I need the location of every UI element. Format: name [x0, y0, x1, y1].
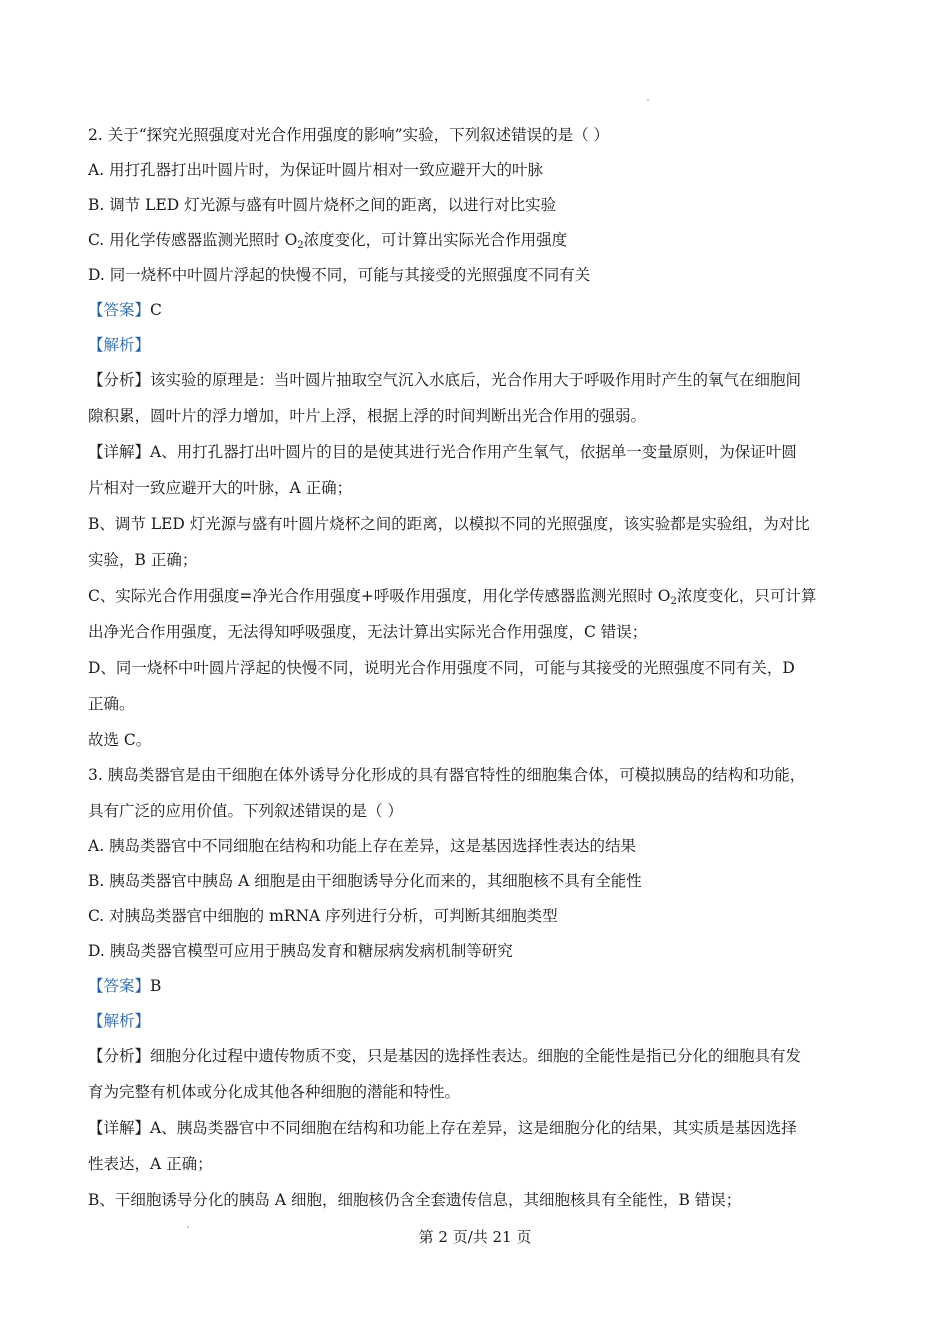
- xiangjie-tag: 【详解】: [88, 1119, 151, 1137]
- fenxi-tag: 【分析】: [88, 1047, 151, 1065]
- subscript-2: 2: [297, 240, 304, 251]
- xiangjie-c-text: C、实际光合作用强度=净光合作用强度+呼吸作用强度，用化学传感器监测光照时 O: [88, 587, 671, 605]
- q2-option-d: D. 同一烧杯中叶圆片浮起的快慢不同，可能与其接受的光照强度不同有关: [88, 266, 591, 284]
- answer-tag: 【答案】: [88, 301, 151, 319]
- q2-xiangjie-c-line-1: [88, 579, 868, 615]
- fenxi-text: 细胞分化过程中遗传物质不变，只是基因的选择性表达。细胞的全能性是指已分化的细胞具有发: [150, 1047, 802, 1065]
- q3-analysis-heading: [88, 1004, 868, 1039]
- answer-value: C: [150, 301, 162, 319]
- q2-stem: 2. 关于“探究光照强度对光合作用强度的影响”实验，下列叙述错误的是（ ）: [88, 126, 609, 144]
- q2-option-b: B. 调节 LED 灯光源与盛有叶圆片烧杯之间的距离，以进行对比实验: [88, 196, 557, 214]
- q2-answer: [88, 293, 868, 328]
- q2-xiangjie-b-line-1: B、调节 LED 灯光源与盛有叶圆片烧杯之间的距离，以模拟不同的光照强度，该实验都是实验组，为对比: [88, 515, 810, 533]
- q2-conclusion: 故选 C。: [88, 731, 152, 749]
- xiangjie-c-text-rest: 浓度变化，只可计算: [676, 587, 817, 605]
- q2-option-c-text: C. 用化学传感器监测光照时 O: [88, 231, 298, 249]
- q3-stem-line-2: 具有广泛的应用价值。下列叙述错误的是（ ）: [88, 802, 403, 820]
- answer-tag: 【答案】: [88, 977, 151, 995]
- scan-dot: [647, 99, 649, 101]
- q3-option-a: A. 胰岛类器官中不同细胞在结构和功能上存在差异，这是基因选择性表达的结果: [88, 837, 637, 855]
- answer-value: B: [150, 977, 162, 995]
- q3-fenxi-line-1: [88, 1039, 868, 1075]
- q3-xiangjie-b-line-1: B、干细胞诱导分化的胰岛 A 细胞，细胞核仍含全套遗传信息，其细胞核具有全能性，B 错误；: [88, 1191, 742, 1209]
- analysis-tag: 【解析】: [88, 336, 151, 354]
- q2-xiangjie-b-line-2: 实验，B 正确；: [88, 551, 198, 569]
- xiangjie-text: A、胰岛类器官中不同细胞在结构和功能上存在差异，这是细胞分化的结果，其实质是基因选择: [150, 1119, 797, 1137]
- q2-fenxi-line-1: [88, 363, 868, 399]
- q3-option-c: C. 对胰岛类器官中细胞的 mRNA 序列进行分析，可判断其细胞类型: [88, 907, 558, 925]
- page-footer: 第 2 页/共 21 页: [418, 1228, 532, 1246]
- q2-xiangjie-d-line-2: 正确。: [88, 695, 135, 713]
- q2-analysis-heading: [88, 328, 868, 363]
- xiangjie-text: A、用打孔器打出叶圆片的目的是使其进行光合作用产生氧气，依据单一变量原则，为保证叶圆: [150, 443, 797, 461]
- q2-xiangjie-d-line-1: D、同一烧杯中叶圆片浮起的快慢不同，说明光合作用强度不同，可能与其接受的光照强度不同有关，D: [88, 659, 795, 677]
- fenxi-tag: 【分析】: [88, 371, 151, 389]
- q2-xiangjie-a-line-1: [88, 435, 868, 471]
- q3-xiangjie-a-line-1: [88, 1111, 868, 1147]
- q2-option-a: A. 用打孔器打出叶圆片时，为保证叶圆片相对一致应避开大的叶脉: [88, 161, 544, 179]
- subscript-2: 2: [670, 596, 677, 607]
- document-page: [88, 118, 868, 1219]
- q2-xiangjie-a-line-2: 片相对一致应避开大的叶脉，A 正确；: [88, 479, 353, 497]
- q3-fenxi-line-2: 育为完整有机体或分化成其他各种细胞的潜能和特性。: [88, 1083, 461, 1101]
- q3-option-d: D. 胰岛类器官模型可应用于胰岛发育和糖尿病发病机制等研究: [88, 942, 513, 960]
- analysis-tag: 【解析】: [88, 1012, 151, 1030]
- q2-xiangjie-c-line-2: 出净光合作用强度，无法得知呼吸强度，无法计算出实际光合作用强度，C 错误；: [88, 623, 648, 641]
- q3-option-b: B. 胰岛类器官中胰岛 A 细胞是由干细胞诱导分化而来的，其细胞核不具有全能性: [88, 872, 642, 890]
- xiangjie-tag: 【详解】: [88, 443, 151, 461]
- fenxi-text: 该实验的原理是：当叶圆片抽取空气沉入水底后，光合作用大于呼吸作用时产生的氧气在细胞间: [150, 371, 802, 389]
- q3-stem-line-1: 3. 胰岛类器官是由干细胞在体外诱导分化形成的具有器官特性的细胞集合体，可模拟胰岛的结构和功能，: [88, 766, 806, 784]
- q3-xiangjie-a-line-2: 性表达，A 正确；: [88, 1155, 213, 1173]
- q2-option-c: [88, 223, 868, 258]
- q3-answer: [88, 969, 868, 1004]
- q2-option-c-text-rest: 浓度变化，可计算出实际光合作用强度: [303, 231, 568, 249]
- q2-fenxi-line-2: 隙积累，圆叶片的浮力增加，叶片上浮，根据上浮的时间判断出光合作用的强弱。: [88, 407, 647, 425]
